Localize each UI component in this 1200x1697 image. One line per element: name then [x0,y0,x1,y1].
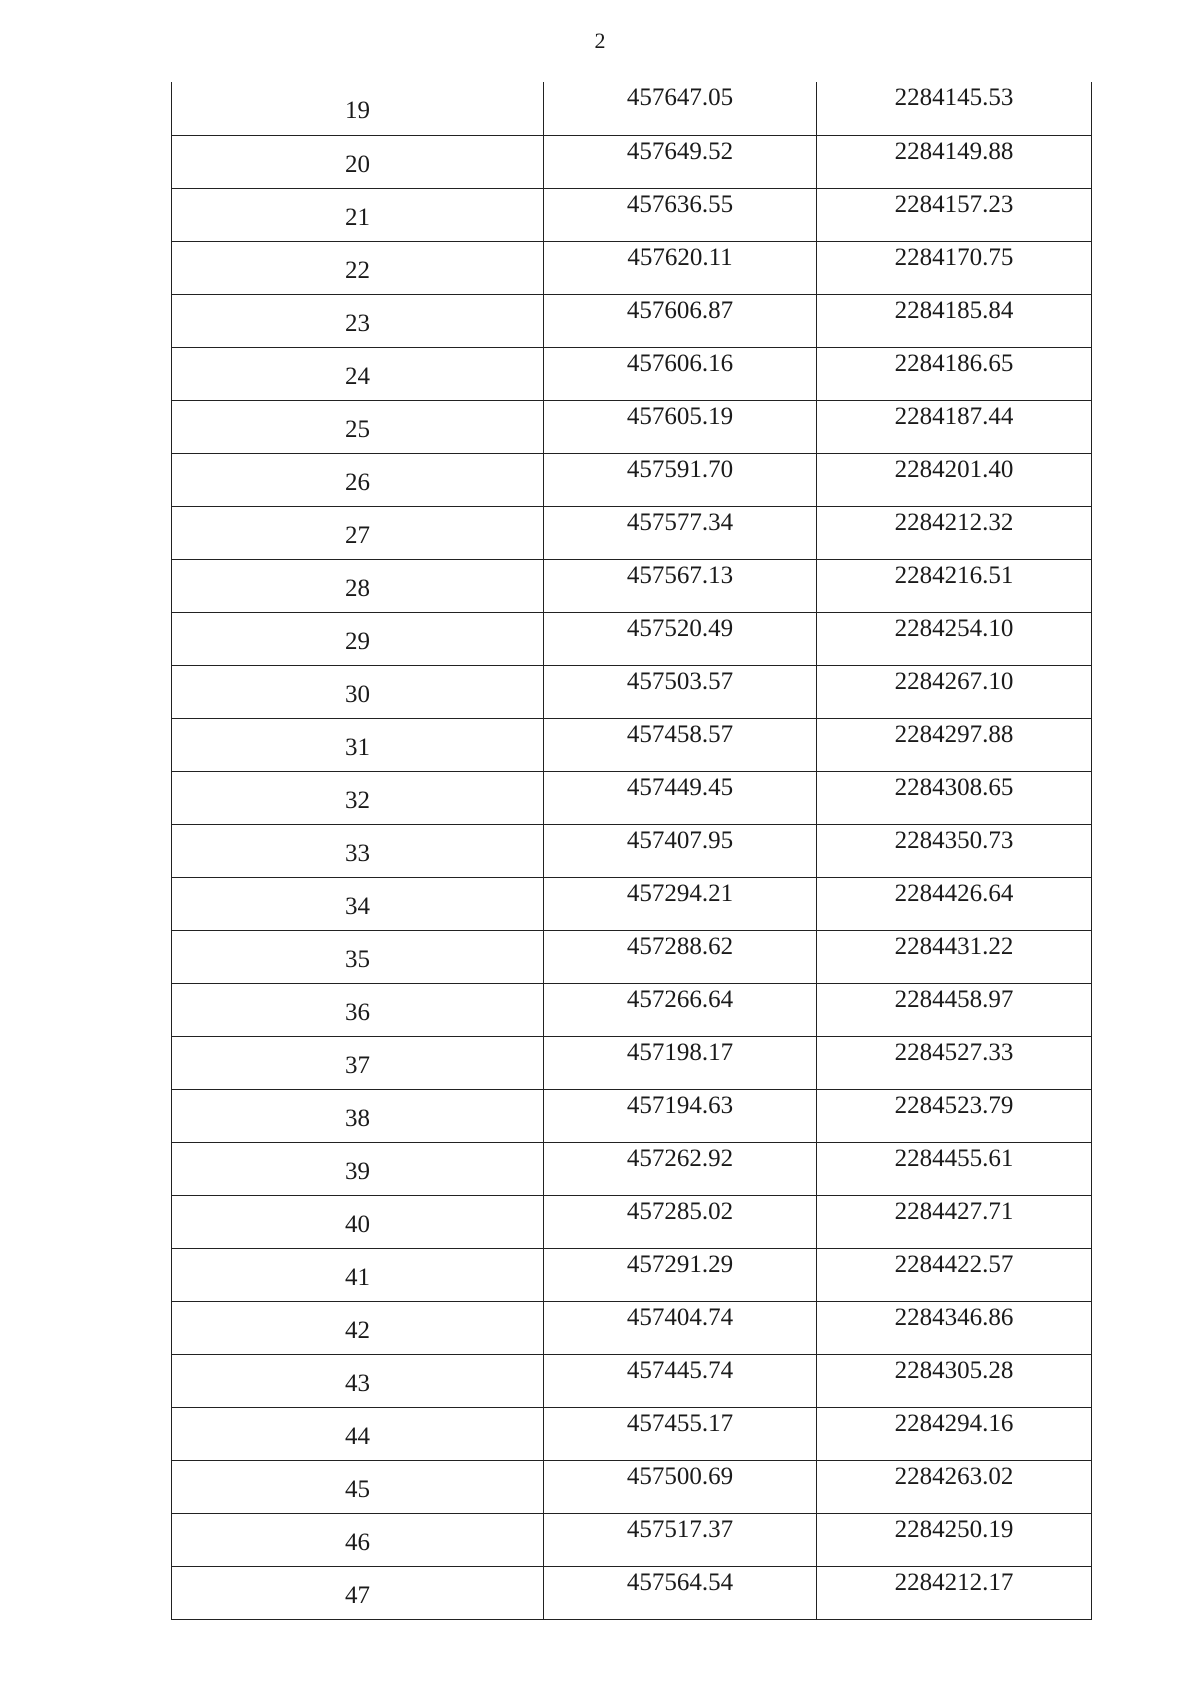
table-row [172,506,1092,559]
x-coordinate-cell: 457288.62 [544,930,817,983]
point-number-cell: 40 [172,1195,544,1248]
table-row [172,983,1092,1036]
point-number-cell: 46 [172,1513,544,1566]
table-row [172,824,1092,877]
y-coordinate-cell: 2284523.79 [817,1089,1092,1142]
x-coordinate-cell: 457605.19 [544,400,817,453]
y-coordinate-cell: 2284350.73 [817,824,1092,877]
table-row [172,718,1092,771]
table-row [172,453,1092,506]
coordinate-table-body [172,82,1092,1619]
x-coordinate-cell: 457291.29 [544,1248,817,1301]
point-number-cell: 28 [172,559,544,612]
y-coordinate-cell: 2284458.97 [817,983,1092,1036]
point-number-cell: 27 [172,506,544,559]
y-coordinate-cell: 2284145.53 [817,82,1092,135]
point-number-cell: 47 [172,1566,544,1619]
x-coordinate-cell: 457606.16 [544,347,817,400]
x-coordinate-cell: 457503.57 [544,665,817,718]
point-number-cell: 30 [172,665,544,718]
y-coordinate-cell: 2284527.33 [817,1036,1092,1089]
y-coordinate-cell: 2284157.23 [817,188,1092,241]
table-row [172,241,1092,294]
point-number-cell: 32 [172,771,544,824]
page-number: 2 [594,28,606,53]
y-coordinate-cell: 2284187.44 [817,400,1092,453]
point-number-cell: 37 [172,1036,544,1089]
y-coordinate-cell: 2284149.88 [817,135,1092,188]
y-coordinate-cell: 2284170.75 [817,241,1092,294]
x-coordinate-cell: 457520.49 [544,612,817,665]
table-row [172,930,1092,983]
x-coordinate-cell: 457500.69 [544,1460,817,1513]
x-coordinate-cell: 457294.21 [544,877,817,930]
table-row [172,400,1092,453]
x-coordinate-cell: 457404.74 [544,1301,817,1354]
x-coordinate-cell: 457647.05 [544,82,817,135]
table-row [172,347,1092,400]
table-row [172,1513,1092,1566]
y-coordinate-cell: 2284201.40 [817,453,1092,506]
y-coordinate-cell: 2284431.22 [817,930,1092,983]
x-coordinate-cell: 457564.54 [544,1566,817,1619]
x-coordinate-cell: 457649.52 [544,135,817,188]
point-number-cell: 23 [172,294,544,347]
y-coordinate-cell: 2284422.57 [817,1248,1092,1301]
x-coordinate-cell: 457606.87 [544,294,817,347]
y-coordinate-cell: 2284212.32 [817,506,1092,559]
y-coordinate-cell: 2284216.51 [817,559,1092,612]
y-coordinate-cell: 2284294.16 [817,1407,1092,1460]
point-number-cell: 24 [172,347,544,400]
x-coordinate-cell: 457198.17 [544,1036,817,1089]
table-row [172,1195,1092,1248]
y-coordinate-cell: 2284250.19 [817,1513,1092,1566]
point-number-cell: 25 [172,400,544,453]
point-number-cell: 20 [172,135,544,188]
point-number-cell: 45 [172,1460,544,1513]
table-row [172,665,1092,718]
y-coordinate-cell: 2284426.64 [817,877,1092,930]
table-row [172,294,1092,347]
x-coordinate-cell: 457517.37 [544,1513,817,1566]
point-number-cell: 42 [172,1301,544,1354]
table-row [172,877,1092,930]
table-row [172,612,1092,665]
x-coordinate-cell: 457458.57 [544,718,817,771]
y-coordinate-cell: 2284297.88 [817,718,1092,771]
point-number-cell: 35 [172,930,544,983]
point-number-cell: 22 [172,241,544,294]
y-coordinate-cell: 2284263.02 [817,1460,1092,1513]
table-row [172,1566,1092,1619]
y-coordinate-cell: 2284455.61 [817,1142,1092,1195]
x-coordinate-cell: 457636.55 [544,188,817,241]
table-row [172,1301,1092,1354]
point-number-cell: 36 [172,983,544,1036]
x-coordinate-cell: 457567.13 [544,559,817,612]
x-coordinate-cell: 457194.63 [544,1089,817,1142]
table-row [172,1460,1092,1513]
y-coordinate-cell: 2284427.71 [817,1195,1092,1248]
table-row [172,1036,1092,1089]
point-number-cell: 21 [172,188,544,241]
x-coordinate-cell: 457407.95 [544,824,817,877]
x-coordinate-cell: 457445.74 [544,1354,817,1407]
point-number-cell: 19 [172,82,544,135]
table-row [172,1354,1092,1407]
y-coordinate-cell: 2284267.10 [817,665,1092,718]
point-number-cell: 29 [172,612,544,665]
table-row [172,1248,1092,1301]
y-coordinate-cell: 2284308.65 [817,771,1092,824]
x-coordinate-cell: 457266.64 [544,983,817,1036]
y-coordinate-cell: 2284305.28 [817,1354,1092,1407]
y-coordinate-cell: 2284346.86 [817,1301,1092,1354]
table-row [172,771,1092,824]
x-coordinate-cell: 457449.45 [544,771,817,824]
x-coordinate-cell: 457262.92 [544,1142,817,1195]
x-coordinate-cell: 457455.17 [544,1407,817,1460]
x-coordinate-cell: 457591.70 [544,453,817,506]
table-row [172,135,1092,188]
table-row [172,188,1092,241]
coordinate-table [171,82,1092,1620]
point-number-cell: 31 [172,718,544,771]
x-coordinate-cell: 457285.02 [544,1195,817,1248]
point-number-cell: 26 [172,453,544,506]
point-number-cell: 34 [172,877,544,930]
point-number-cell: 43 [172,1354,544,1407]
point-number-cell: 38 [172,1089,544,1142]
table-row [172,1089,1092,1142]
x-coordinate-cell: 457620.11 [544,241,817,294]
y-coordinate-cell: 2284186.65 [817,347,1092,400]
table-row [172,1407,1092,1460]
table-row [172,1142,1092,1195]
point-number-cell: 41 [172,1248,544,1301]
table-row [172,82,1092,135]
y-coordinate-cell: 2284212.17 [817,1566,1092,1619]
point-number-cell: 44 [172,1407,544,1460]
point-number-cell: 39 [172,1142,544,1195]
x-coordinate-cell: 457577.34 [544,506,817,559]
point-number-cell: 33 [172,824,544,877]
y-coordinate-cell: 2284254.10 [817,612,1092,665]
table-row [172,559,1092,612]
y-coordinate-cell: 2284185.84 [817,294,1092,347]
